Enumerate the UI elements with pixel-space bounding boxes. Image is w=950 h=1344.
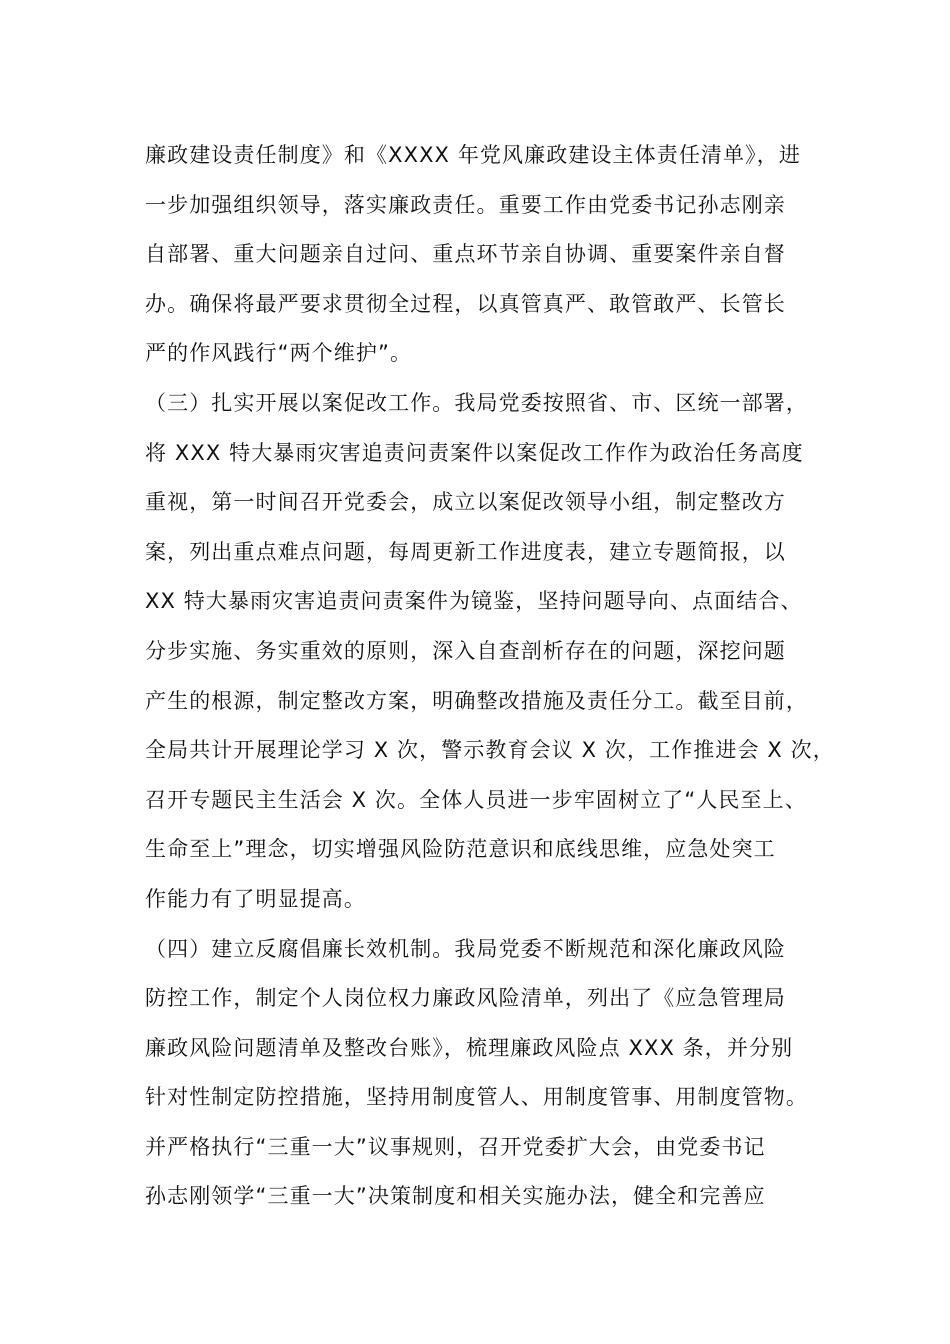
text-line: 将 XXX 特大暴雨灾害追责问责案件以案促改工作作为政治任务高度: [145, 440, 804, 465]
text-line: 生命至上”理念，切实增强风险防范意识和底线思维，应急处突工: [145, 837, 776, 862]
text-line: 针对性制定防控措施，坚持用制度管人、用制度管事、用制度管物。: [145, 1085, 808, 1110]
text-line: 产生的根源，制定整改方案，明确整改措施及责任分工。截至目前，: [145, 688, 808, 713]
text-line: 案，列出重点难点问题，每周更新工作进度表，建立专题简报，以: [145, 539, 786, 564]
text-line: 办。确保将最严要求贯彻全过程，以真管真严、敢管敢严、长管长: [145, 291, 786, 316]
section-heading-line: （四）建立反腐倡廉长效机制。我局党委不断规范和深化廉政风险: [145, 936, 786, 961]
text-line: XX 特大暴雨灾害追责问责案件为镜鉴，坚持问题导向、点面结合、: [145, 589, 803, 614]
text-line: 召开专题民主生活会 X 次。全体人员进一步牢固树立了“人民至上、: [145, 787, 807, 812]
body-text: [145, 131, 835, 1222]
text-line: 孙志刚领学“三重一大”决策制度和相关实施办法，健全和完善应: [145, 1184, 766, 1209]
text-line: 一步加强组织领导，落实廉政责任。重要工作由党委书记孙志刚亲: [145, 192, 786, 217]
text-line: 分步实施、务实重效的原则，深入自查剖析存在的问题，深挖问题: [145, 638, 786, 663]
text-line: 全局共计开展理论学习 X 次，警示教育会议 X 次，工作推进会 X 次，: [145, 738, 835, 763]
text-line: 重视，第一时间召开党委会，成立以案促改领导小组，制定整改方: [145, 490, 786, 515]
text-line: 自部署、重大问题亲自过问、重点环节亲自协调、重要案件亲自督: [145, 242, 786, 267]
text-line: 并严格执行“三重一大”议事规则，召开党委扩大会，由党委书记: [145, 1134, 766, 1159]
text-line: 廉政建设责任制度》和《XXXX 年党风廉政建设主体责任清单》，进: [145, 143, 801, 167]
text-line: 防控工作，制定个人岗位权力廉政风险清单，列出了《应急管理局: [145, 986, 786, 1011]
text-line: 严的作风践行“两个维护”。: [145, 341, 413, 366]
section-heading-line: （三）扎实开展以案促改工作。我局党委按照省、市、区统一部署，: [145, 390, 808, 415]
text-line: 作能力有了明显提高。: [145, 886, 366, 911]
text-line: 廉政风险问题清单及整改台账》，梳理廉政风险点 XXX 条，并分别: [145, 1035, 794, 1060]
